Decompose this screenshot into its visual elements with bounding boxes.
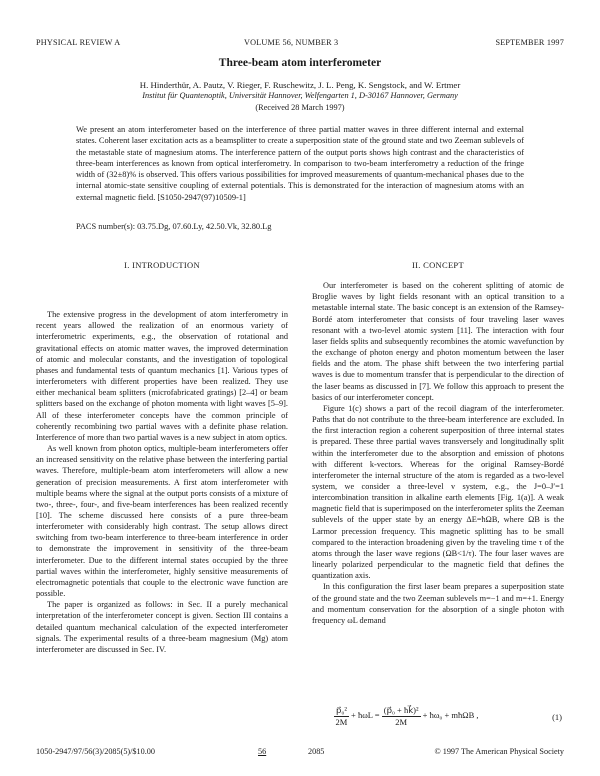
eq-lhs-denominator: 2M — [335, 717, 348, 727]
eq-lhs-numerator: p⃗₀² — [336, 705, 347, 715]
copyright: © 1997 The American Physical Society — [434, 747, 564, 756]
abstract: We present an atom interferometer based on the interference of three partial matter waves in three different internal and external states. Coherent laser excitation acts as a beamsplitter to create a superposition state of the ground state and two Zeeman sublevels of the metastable state of magnesium atoms. The interference pattern of the output ports shows high contrast and the characteristics of three-beam interferences as known from optical interferometry. In comparison to two-beam interferometry a reduction of the fringe width of (32±8)% is observed. This offers various possibilities for improved measurements of quantum-mechanical phases due to the internal atomic-state sensitive coupling of external potentials. This is demonstrated for the interaction of magnesium atoms with an external magnetic field. [S1050-2947(97)10509-1] — [76, 125, 524, 202]
eq-lhs-fraction — [334, 705, 349, 727]
concept-heading: II. CONCEPT — [412, 260, 464, 270]
author-list: H. Hinderthür, A. Pautz, V. Rieger, F. Ruschewitz, J. L. Peng, K. Sengstock, and W. Ertmer — [139, 80, 461, 90]
affiliation: Institut für Quantenoptik, Universität Hannover, Welfengarten 1, D-30167 Hannover, Germany — [142, 91, 458, 100]
intro-paragraph: The paper is organized as follows: in Sec. II a purely mechanical interpretation of the interferometer concept is given. Section III contains a detailed quantum mechanical calculation of the expected interferometer signals. The experimental results of a three-beam magnesium (Mg) atom interferometer are discussed in Sec. IV. — [36, 600, 288, 654]
eq-rhs-denominator: 2M — [395, 717, 408, 727]
eq-rhs-fraction — [382, 705, 421, 727]
paper-title: Three-beam atom interferometer — [218, 57, 382, 69]
intro-paragraph: As well known from photon optics, multiple-beam interferometers offer an increased sensitivity on the relative phase between the interfering partial waves. Therefore, multiple-beam atom interferometers will allow a new generation of precision measurements. A first atom interferometer with multiple beams where the signal at the output ports consists of a mixture of two-, three-, four-, and five-beam interferences has been realized recently [10]. The scheme discussed here consists of a pure three-beam interferometer with considerably high contrast. The setup allows direct switching from two-beam interference to three-beam interference in order to demonstrate the improvement in sensitivity of the three-beam interferometer. Due to the different internal states occupied by the three partial waves within the interferometer, highly sensitive measurements of electromagnetic potentials that couple to the electronic wave function are possible. — [36, 444, 288, 599]
eq-middle: + ħωL = — [351, 709, 380, 720]
page-number: 2085 — [308, 747, 325, 756]
eq-rhs-numerator: (p⃗₀ + ħk⃗)² — [383, 705, 419, 715]
received-date: (Received 28 March 1997) — [255, 103, 345, 112]
left-column — [36, 260, 288, 655]
footer-volume: 56 — [258, 747, 267, 756]
concept-paragraph: Figure 1(c) shows a part of the recoil diagram of the interferometer. Paths that do not contribute to the three-beam interference are excluded. In the first interaction region a coherent superposition of three internal states is prepared. These three partial waves transversely and longitudinally split within the interferometer due to the absorption and emission of photons with different k-vectors. Whereas for the original Ramsey-Bordé interferometer the internal structure of the atom is regarded as a two-level system, we consider a three-level v system, e.g., the J=0–J′=1 intercombination transition in alkaline earth elements [Fig. 1(a)]. A weak magnetic field that is superimposed on the interferometer splits the Zeeman sublevels of the upper state by an energy ΔE=ħΩB, where ΩB is the Larmor precession frequency. This magnetic splitting has to be small compared to the interaction broadening given by the traveling time τ of the atoms through the laser wave regions (ΩB<1/τ). The four laser waves are linearly polarized perpendicular to the magnetic field that defines the quantization axis. — [312, 403, 564, 581]
article-code: 1050-2947/97/56(3)/2085(5)/$10.00 — [36, 747, 155, 756]
volume-number: VOLUME 56, NUMBER 3 — [244, 38, 339, 47]
right-column — [312, 260, 564, 626]
equation-1 — [312, 703, 564, 729]
introduction-heading: I. INTRODUCTION — [124, 260, 200, 270]
concept-paragraph: Our interferometer is based on the coherent splitting of atomic de Broglie waves by light fields resonant with an optical transition to a metastable internal state. The basic concept is an extension of the Ramsey-Bordé atom interferometer that consists of four traveling laser waves resonant with a two-level atomic system [11]. The interaction with four laser fields splits and subsequently recombines the atomic wavefunction by the exchange of photon energy and photon momentum between the laser fields and the atom. The phase shift between the two interfering partial waves is due to momentum transfer that is perpendicular to the direction of the laser beams as discussed in [7]. We follow this approach to present the basics of our interferometer concept. — [312, 281, 564, 402]
intro-paragraph: The extensive progress in the development of atom interferometry in recent years allowed the realization of an enormous variety of interferometric experiments, e.g., the observation of rotational and gravitational effects on atomic matter waves, the improved determination of atomic and molecular constants, and the investigation of topological phases and fundamental tests of quantum mechanics [1]. Various types of interferometers with different properties have been realized. They use either mechanical beam splitters (microfabricated gratings) [2–4] or beam splitters based on the exchange of photon momenta with light waves [5–9]. All of these interferometer concepts have the common principle of coherently recombining two partial waves with a definite phase relation. Interference of more than two partial waves is a new subject in atom optics. — [36, 310, 288, 442]
journal-name: PHYSICAL REVIEW A — [36, 38, 121, 47]
pacs-numbers: PACS number(s): 03.75.Dg, 07.60.Ly, 42.50.Vk, 32.80.Lg — [76, 222, 272, 231]
issue-date: SEPTEMBER 1997 — [495, 38, 564, 47]
eq-tail: + ħω₀ + mħΩB , — [422, 709, 479, 720]
equation-number: (1) — [552, 712, 562, 722]
concept-paragraph: In this configuration the first laser beam prepares a superposition state of the ground state and the two Zeeman sublevels m=−1 and m=+1. Energy and momentum conservation for the absorption of a single photon with frequency ωL demand — [312, 582, 564, 625]
